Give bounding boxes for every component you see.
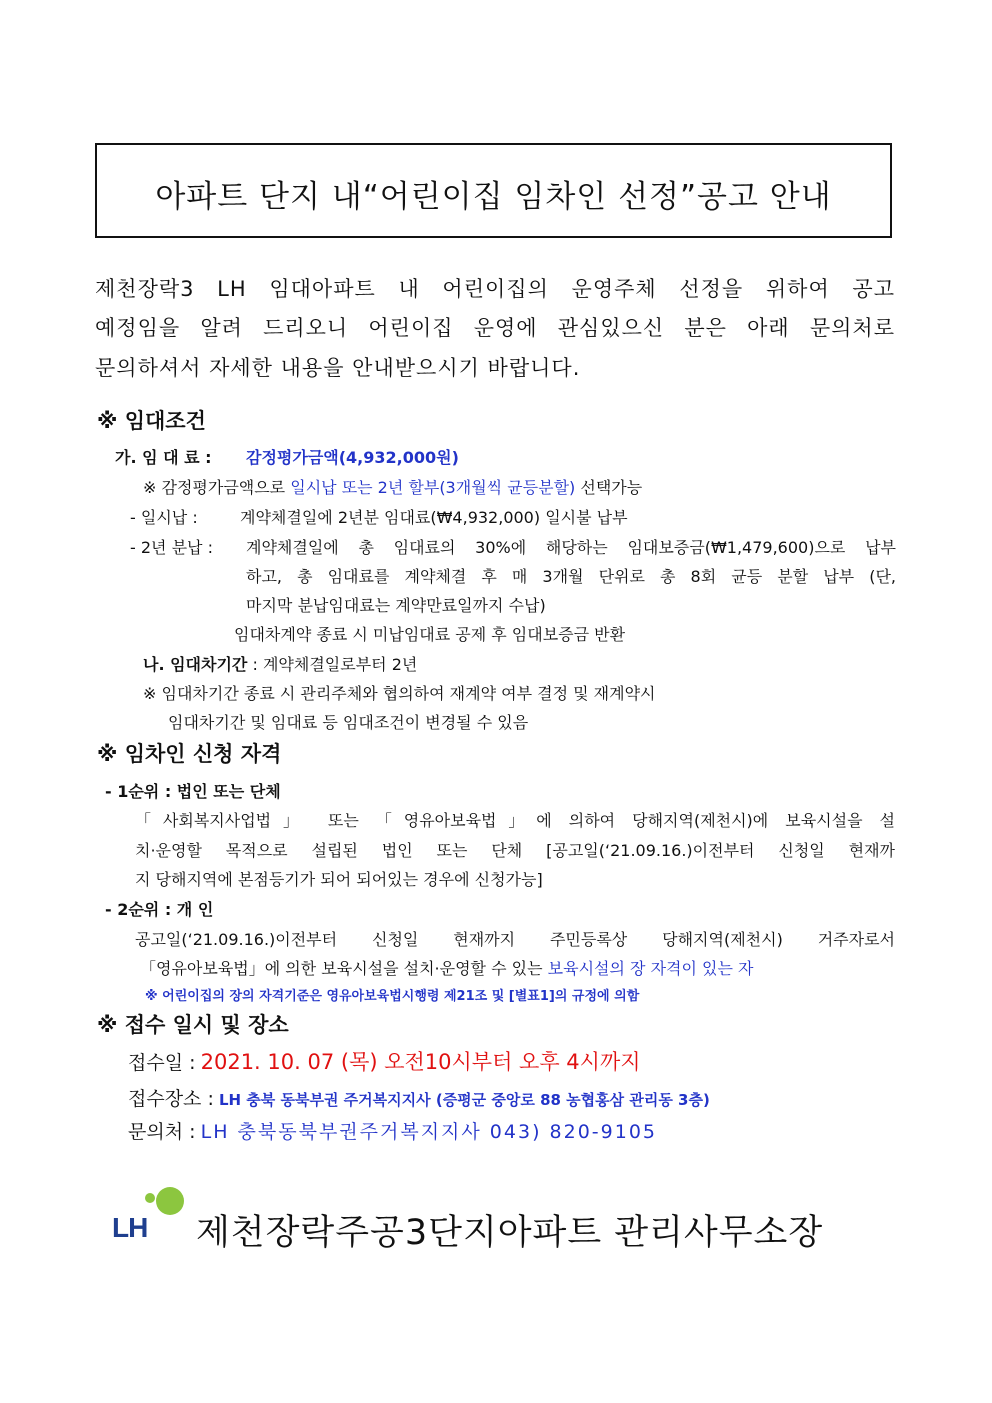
reception-place-label: 접수장소 : <box>128 1088 214 1110</box>
payment-note-suffix: 선택가능 <box>580 478 643 497</box>
rank2-line-2-text: 「영유아보육법」에 의한 보육시설을 설치·운영할 수 있는 <box>140 959 543 978</box>
contact <box>128 1117 657 1144</box>
rank2-line-2 <box>140 956 753 979</box>
section-heading-reception: ※ 접수 일시 및 장소 <box>97 1013 289 1037</box>
section-heading-rental-conditions: ※ 임대조건 <box>97 409 206 433</box>
contact-label: 문의처 : <box>128 1121 196 1143</box>
contact-value: LH 충북동북부권주거복지지사 043) 820-9105 <box>200 1121 658 1143</box>
reception-date-value: 2021. 10. 07 (목) 오전10시부터 오후 4시까지 <box>200 1050 641 1074</box>
page-title: 아파트 단지 내“어린이집 임차인 선정”공고 안내 <box>155 179 832 215</box>
lease-period-note-1: ※ 임대차기간 종료 시 관리주체와 협의하여 재계약 여부 결정 및 재계약시 <box>143 684 656 703</box>
lump-sum-text: 계약체결일에 2년분 임대료(₩4,932,000) 일시불 납부 <box>240 508 628 527</box>
reception-place <box>128 1084 710 1111</box>
rank2-note: ※ 어린이집의 장의 자격기준은 영유아보육법시행령 제21조 및 [별표1]의 규정에 의함 <box>145 989 640 1004</box>
section-heading-qualification: ※ 임차인 신청 자격 <box>97 742 282 766</box>
reception-date <box>128 1046 641 1076</box>
title-box <box>95 143 892 238</box>
rent-label: 가. 임 대 료 : <box>115 448 212 467</box>
installment-line-2: 하고, 총 임대료를 계약체결 후 매 3개월 단위로 총 8회 균등 분할 납부 (단, <box>246 567 896 586</box>
intro-line-3: 문의하셔서 자세한 내용을 안내받으시기 바랍니다. <box>95 356 581 380</box>
rank2-line-1: 공고일(‘21.09.16.)이전부터 신청일 현재까지 주민등록상 당해지역(제천시) 거주자로서 <box>135 930 895 949</box>
payment-note-prefix: ※ 감정평가금액으로 <box>143 478 286 497</box>
rank2-label: - 2순위 : 개 인 <box>105 900 214 919</box>
installment-line-4: 임대차계약 종료 시 미납임대료 공제 후 임대보증금 반환 <box>234 625 626 644</box>
lh-logo-text: LH <box>112 1212 148 1243</box>
rank1-line-2: 치·운영할 목적으로 설립된 법인 또는 단체 [공고일(‘21.09.16.)이전부터 신청일 현재까 <box>135 841 895 860</box>
installment-label: - 2년 분납 : <box>130 538 213 557</box>
lump-sum-label: - 일시납 : <box>130 508 198 527</box>
rank1-line-3: 지 당해지역에 본점등기가 되어 되어있는 경우에 신청가능] <box>135 870 543 889</box>
rent-value: 감정평가금액(4,932,000원) <box>246 448 459 467</box>
installment-line-3: 마지막 분납임대료는 계약만료일까지 수납) <box>246 596 546 615</box>
payment-note-options: 일시납 또는 2년 할부(3개월씩 균등분할) <box>290 478 576 497</box>
lease-period-label: 나. 임대차기간 <box>143 655 248 674</box>
rank1-line-1: 「사회복지사업법」 또는 「영유아보육법」에 의하여 당해지역(제천시)에 보육시설을 설 <box>135 811 895 830</box>
payment-note <box>143 475 642 498</box>
rank1-label: - 1순위 : 법인 또는 단체 <box>105 782 281 801</box>
reception-date-label: 접수일 : <box>128 1052 196 1074</box>
office-name: 제천장락주공3단지아파트 관리사무소장 <box>196 1213 824 1253</box>
intro-line-1: 제천장락3 LH 임대아파트 내 어린이집의 운영주체 선정을 위하여 공고 <box>95 277 895 301</box>
lh-logo <box>112 1185 188 1245</box>
intro-line-2: 예정임을 알려 드리오니 어린이집 운영에 관심있으신 분은 아래 문의처로 <box>95 316 895 340</box>
installment-line-1: 계약체결일에 총 임대료의 30%에 해당하는 임대보증금(₩1,479,600)으로 납부 <box>246 538 896 557</box>
lease-period-note-2: 임대차기간 및 임대료 등 임대조건이 변경될 수 있음 <box>168 713 529 732</box>
rank2-line-2-highlight: 보육시설의 장 자격이 있는 자 <box>547 959 754 978</box>
reception-place-value: LH 충북 동북부권 주거복지지사 (증평군 중앙로 88 농협홍삼 관리동 3층) <box>218 1091 710 1109</box>
lease-period <box>143 652 417 675</box>
lease-period-text: : 계약체결일로부터 2년 <box>252 655 418 674</box>
